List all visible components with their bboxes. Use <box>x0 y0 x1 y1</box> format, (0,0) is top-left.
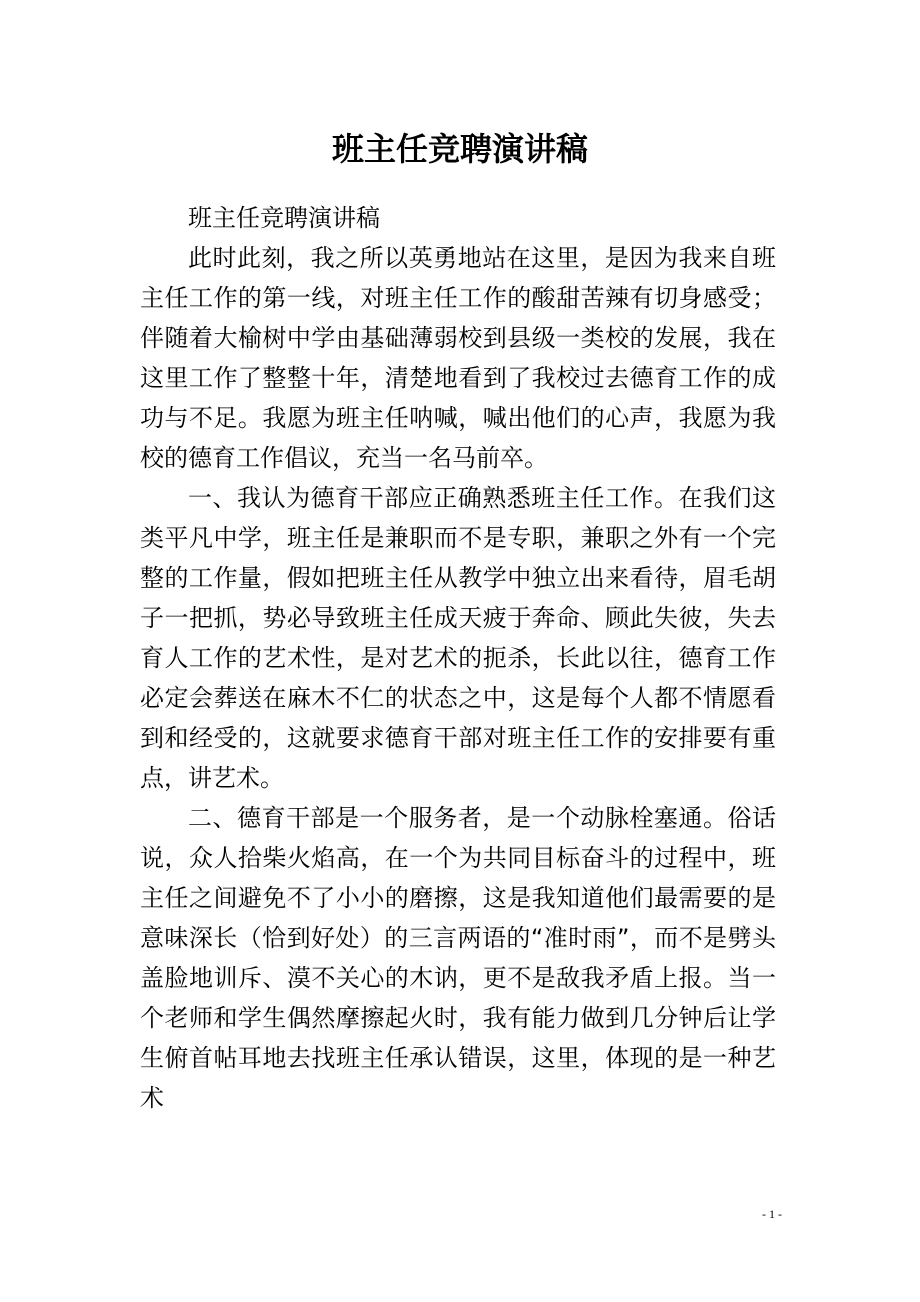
point-one-paragraph: 一、我认为德育干部应正确熟悉班主任工作。在我们这类平凡中学，班主任是兼职而不是专职，兼职之外有一个完整的工作量，假如把班主任从教学中独立出来看待，眉毛胡子一把抓，势必导致班主任成天疲于奔命、顾此失彼，失去育人工作的艺术性，是对艺术的扼杀，长此以往，德育工作必定会葬送在麻木不仁的状态之中，这是每个人都不情愿看到和经受的，这就要求德育干部对班主任工作的安排要有重点，讲艺术。 <box>140 484 776 792</box>
document-body <box>140 198 776 1118</box>
page-number: - 1 - <box>762 1207 782 1221</box>
subtitle-paragraph: 班主任竞聘演讲稿 <box>188 204 380 232</box>
document-title: 班主任竞聘演讲稿 <box>331 130 588 168</box>
intro-paragraph: 此时此刻，我之所以英勇地站在这里，是因为我来自班主任工作的第一线，对班主任工作的酸甜苦辣有切身感受；伴随着大榆树中学由基础薄弱校到县级一类校的发展，我在这里工作了整整十年，清楚地看到了我校过去德育工作的成功与不足。我愿为班主任呐喊，喊出他们的心声，我愿为我校的德育工作倡议，充当一名马前卒。 <box>140 244 776 472</box>
point-two-paragraph: 二、德育干部是一个服务者，是一个动脉栓塞通。俗话说，众人拾柴火焰高，在一个为共同目标奋斗的过程中，班主任之间避免不了小小的磨擦，这是我知道他们最需要的是意味深长（恰到好处）的三言两语的“准时雨”，而不是劈头盖脸地训斥、漠不关心的木讷，更不是敌我矛盾上报。当一个老师和学生偶然摩擦起火时，我有能力做到几分钟后让学生俯首帖耳地去找班主任承认错误，这里，体现的是一种艺术 <box>140 804 776 1112</box>
